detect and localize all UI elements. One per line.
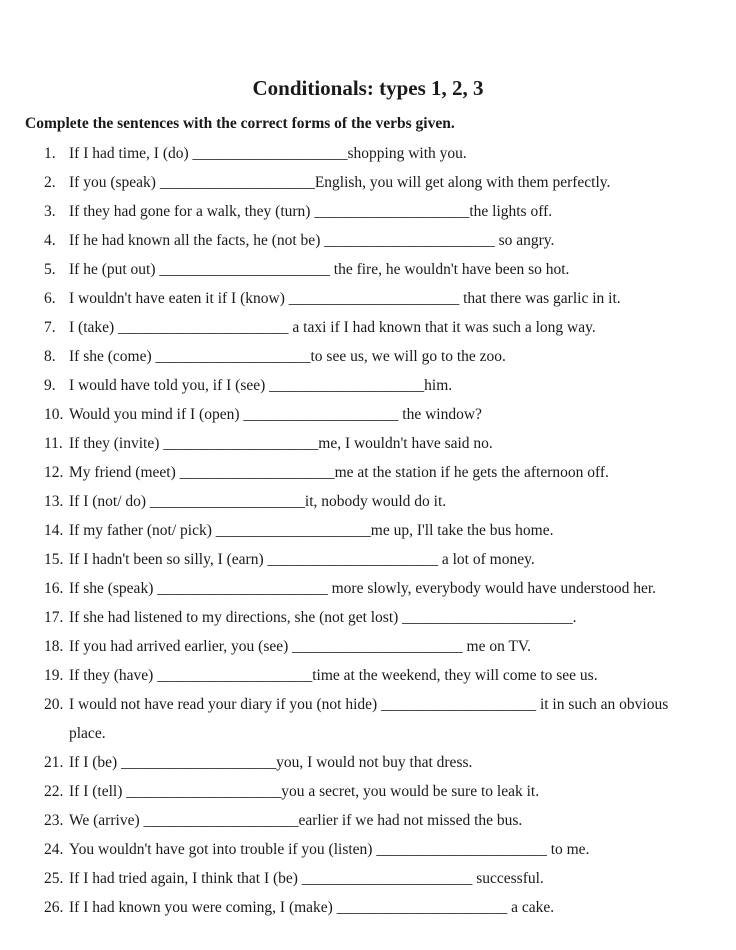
exercise-item [0,400,736,429]
exercise-item [0,806,736,835]
exercise-item [0,632,736,661]
exercise-item [0,226,736,255]
item-text: If she (speak) ______________________ more slowly, everybody would have understood her. [69,580,657,597]
item-number: 19. [44,667,64,684]
item-text: If I (tell) ____________________you a secret, you would be sure to leak it. [69,783,540,800]
item-text: If they (invite) ____________________me, I wouldn't have said no. [69,435,493,452]
exercise-item [0,574,736,603]
item-text: If I (be) ____________________you, I would not buy that dress. [69,754,473,771]
item-number: 1. [44,145,56,162]
instructions: Complete the sentences with the correct forms of the verbs given. [25,115,455,132]
item-number: 13. [44,493,64,510]
item-text: We (arrive) ____________________earlier if we had not missed the bus. [69,812,523,829]
item-text: If they had gone for a walk, they (turn) ____________________the lights off. [69,203,553,220]
exercise-item [0,168,736,197]
exercise-item [0,429,736,458]
item-text: If I had tried again, I think that I (be) ______________________ successful. [69,870,544,887]
item-number: 10. [44,406,64,423]
item-number: 26. [44,899,64,916]
item-number: 7. [44,319,56,336]
item-text: I would not have read your diary if you (not hide) ____________________ it in such an obvious place. [69,696,669,742]
exercise-item [0,197,736,226]
item-number: 4. [44,232,56,249]
item-number: 2. [44,174,56,191]
item-text: I (take) ______________________ a taxi if I had known that it was such a long way. [69,319,596,336]
exercise-item [0,284,736,313]
item-text: Would you mind if I (open) ____________________ the window? [69,406,482,423]
item-text: If I had known you were coming, I (make) ______________________ a cake. [69,899,555,916]
item-text: If I (not/ do) ____________________it, nobody would do it. [69,493,447,510]
exercise-item [0,835,736,864]
item-text: I wouldn't have eaten it if I (know) ______________________ that there was garlic in it. [69,290,621,307]
item-text: If you had arrived earlier, you (see) ______________________ me on TV. [69,638,531,655]
item-number: 16. [44,580,64,597]
exercise-item [0,864,736,893]
item-number: 5. [44,261,56,278]
exercise-item [0,661,736,690]
item-text: If I had time, I (do) ____________________shopping with you. [69,145,467,162]
item-number: 9. [44,377,56,394]
exercise-item [0,458,736,487]
item-text: If you (speak) ____________________English, you will get along with them perfectly. [69,174,611,191]
item-text: If my father (not/ pick) ____________________me up, I'll take the bus home. [69,522,554,539]
item-number: 14. [44,522,64,539]
exercise-item [0,371,736,400]
exercise-item [0,255,736,284]
exercise-item [0,893,736,922]
item-number: 20. [44,696,64,713]
item-number: 22. [44,783,64,800]
item-text: If I hadn't been so silly, I (earn) ______________________ a lot of money. [69,551,535,568]
item-number: 21. [44,754,64,771]
item-text: If he had known all the facts, he (not be) ______________________ so angry. [69,232,555,249]
item-text: You wouldn't have got into trouble if you (listen) ______________________ to me. [69,841,590,858]
item-text: My friend (meet) ____________________me at the station if he gets the afternoon off. [69,464,609,481]
exercise-item [0,342,736,371]
worksheet-title: Conditionals: types 1, 2, 3 [252,76,484,100]
item-number: 8. [44,348,56,365]
exercise-item [0,545,736,574]
exercise-item [0,139,736,168]
exercise-item [0,487,736,516]
exercise-item [0,313,736,342]
item-number: 15. [44,551,64,568]
item-text: If she (come) ____________________to see us, we will go to the zoo. [69,348,506,365]
item-text: If they (have) ____________________time at the weekend, they will come to see us. [69,667,598,684]
item-number: 18. [44,638,64,655]
item-text: I would have told you, if I (see) ____________________him. [69,377,453,394]
item-number: 11. [44,435,63,452]
item-text: If she had listened to my directions, she (not get lost) ______________________. [69,609,577,626]
item-text: If he (put out) ______________________ the fire, he wouldn't have been so hot. [69,261,570,278]
item-number: 3. [44,203,56,220]
exercise-item [0,777,736,806]
exercise-item [0,748,736,777]
item-number: 25. [44,870,64,887]
exercise-item [0,516,736,545]
item-number: 17. [44,609,64,626]
exercise-item [0,603,736,632]
item-number: 6. [44,290,56,307]
exercise-item [0,690,736,748]
exercise-list [0,139,736,922]
item-number: 12. [44,464,64,481]
item-number: 24. [44,841,64,858]
item-number: 23. [44,812,64,829]
